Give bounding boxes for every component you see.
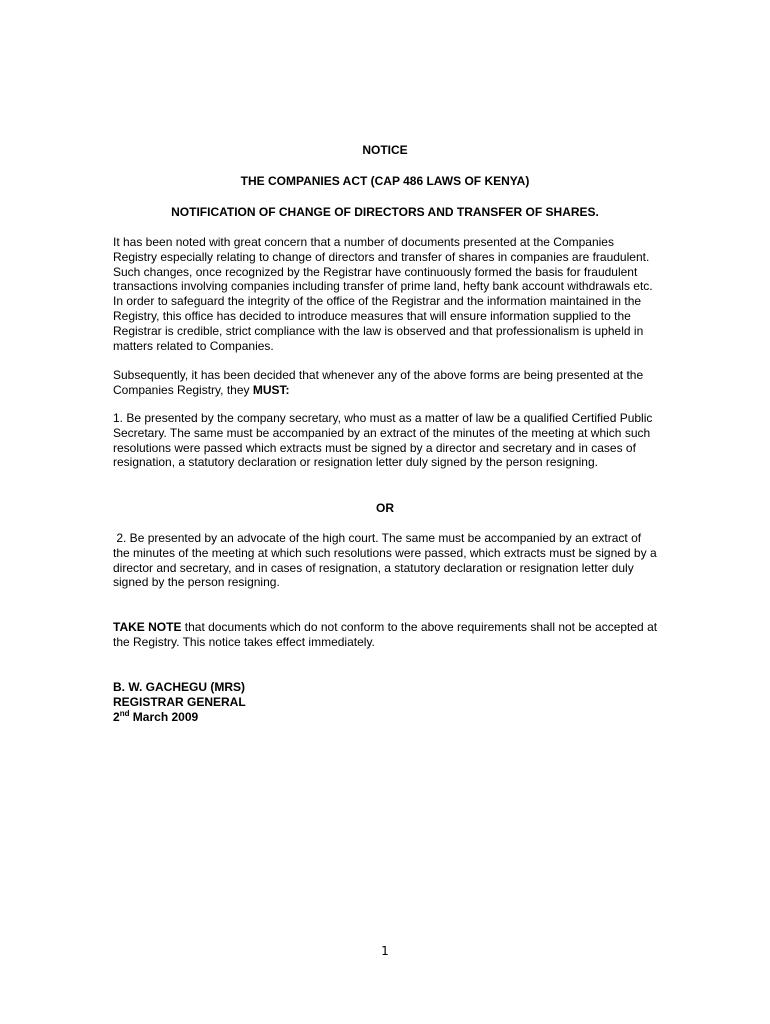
notice-date [113,710,661,725]
signatory-name: B. W. GACHEGU (MRS) [113,680,245,694]
take-note-text: that documents which do not conform to the above requirements shall not be accepted at the Registry. This notice takes effect immediately. [113,620,661,649]
requirement-text: Subsequently, it has been decided that whenever any of the above forms are being presented at the Companies Registry, they [113,368,644,397]
requirement-item-2: 2. Be presented by an advocate of the high court. The same must be accompanied by an extract of the minutes of the meeting at which such resolutions were passed, which extracts must be signed by a director and secretary, and in cases of resignation, a statutory declaration or resignation letter duly signed by the person resigning. [113,531,660,590]
take-note-label: TAKE NOTE [113,620,182,634]
intro-paragraph: It has been noted with great concern that a number of documents presented at the Companies Registry especially relating to change of directors and transfer of shares in companies are fraudulent. Such changes, once recognized by the Registrar have continuously formed the basis for fraudulent transactions involving companies including transfer of prime land, hefty bank account withdrawals etc. In order to safeguard the integrity of the office of the Registrar and the information maintained in the Registry, this office has decided to introduce measures that will ensure information supplied to the Registrar is credible, strict compliance with the law is observed and that professionalism is upheld in matters related to Companies. [113,235,653,353]
must-emphasis: MUST: [252,382,290,397]
page-number: 1 [381,944,389,958]
or-separator: OR [376,501,394,515]
notice-title: NOTICE [362,143,408,157]
date-rest: March 2009 [129,709,199,724]
act-heading: THE COMPANIES ACT (CAP 486 LAWS OF KENYA) [240,174,530,188]
date-day: 2 [113,709,120,724]
signature-block [113,680,661,724]
take-note-paragraph [113,620,661,650]
date-suffix: nd [119,708,130,718]
requirement-paragraph [113,368,661,398]
signatory-title: REGISTRAR GENERAL [113,694,246,709]
notification-heading: NOTIFICATION OF CHANGE OF DIRECTORS AND TRANSFER OF SHARES. [171,205,599,219]
requirement-item-1: 1. Be presented by the company secretary, who must as a matter of law be a qualified Certified Public Secretary. The same must be accompanied by an extract of the minutes of the meeting at which such resolutions were passed which extracts must be signed by a director and secretary and in cases of resignation, a statutory declaration or resignation letter duly signed by the person resigning. [113,411,653,470]
